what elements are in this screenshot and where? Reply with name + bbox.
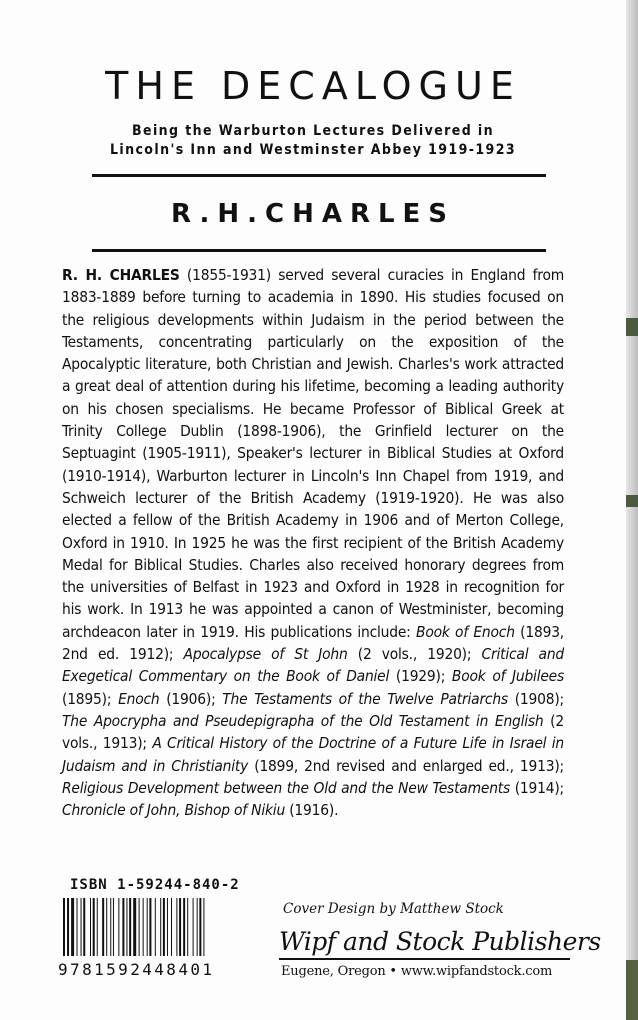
- bio-text: (1893, 2nd ed. 1912);: [62, 622, 564, 664]
- barcode-bar: [183, 898, 185, 956]
- barcode-bar: [155, 898, 156, 956]
- book-reference: The Testaments of the Twelve Patriarchs: [222, 689, 508, 708]
- book-subtitle: [0, 122, 626, 160]
- author-biography: [62, 264, 564, 821]
- publisher-name: Wipf and Stock Publishers: [279, 927, 601, 956]
- barcode-bar: [197, 898, 198, 956]
- barcode-bar: [83, 898, 85, 956]
- divider: [279, 958, 570, 960]
- divider: [92, 174, 546, 177]
- barcode-bar: [102, 898, 104, 956]
- bio-text: (1929);: [389, 667, 452, 686]
- publisher-location: Eugene, Oregon • www.wipfandstock.com: [281, 964, 553, 979]
- spine-mark: [626, 495, 638, 507]
- author-name: R.H.CHARLES: [170, 199, 456, 229]
- barcode-bar: [160, 898, 161, 956]
- barcode-bar: [63, 898, 65, 956]
- bio-text: (2 vols., 1913);: [62, 711, 564, 753]
- subtitle-line: Being the Warburton Lectures Delivered in: [132, 123, 494, 139]
- barcode-bar: [176, 898, 177, 956]
- barcode-bar: [203, 898, 204, 956]
- barcode-bar: [93, 898, 95, 956]
- barcode-bar: [126, 898, 127, 956]
- barcode-bar: [118, 898, 119, 956]
- barcode-bar: [199, 898, 201, 956]
- barcode-bar: [97, 898, 98, 956]
- barcode-bar: [106, 898, 107, 956]
- subtitle-line: Lincoln's Inn and Westminster Abbey 1919-1923: [109, 142, 517, 158]
- barcode-bar: [179, 898, 181, 956]
- book-reference: Critical and Exegetical Commentary on the Book of Daniel: [62, 645, 564, 686]
- barcode-bar: [67, 898, 69, 956]
- barcode-bar: [167, 898, 168, 956]
- barcode-bar: [122, 898, 124, 956]
- book-reference: The Apocrypha and Pseudepigrapha of the Old Testament in English: [62, 711, 544, 730]
- book-reference: Book of Enoch: [416, 622, 515, 641]
- spine-edge: [626, 0, 638, 1020]
- bio-text: (1855-1931) served several curacies in England from 1883-1889 before turning to academia in 1890. His studies focused on the religious developments within Judaism in the period between the Testaments, concentrating particularly on the exposition of the Apocalyptic literature, both Christian and Jewish. Charles's work attracted a great deal of attention during his lifetime, becoming a leading authority on his chosen specialisms. He became Professor of Biblical Greek at Trinity College Dublin (1898-1906), the Grinfield lecturer on the Septuagint (1905-1911), Speaker's lecturer in Biblical Studies at Oxford (1910-1914), Warburton lecturer in Lincoln's Inn Chapel from 1919, and Schweich lecturer of the British Academy (1919-1920). He was also elected a fellow of the British Academy in 1906 and of Merton College, Oxford in 1910. In 1925 he was the first recipient of the British Academy Medal for Biblical Studies. Charles also received honorary degrees from the universities of Belfast in 1923 and Oxford in 1928 in recognition for his work. In 1913 he was appointed a canon of Westminister, becoming archdeacon later in 1919. His publications include:: [62, 266, 564, 641]
- book-reference: Apocalypse of St John: [183, 645, 348, 664]
- book-reference: A Critical History of the Doctrine of a Future Life in Israel in Judaism and in Christianity: [62, 734, 564, 775]
- barcode-bar: [163, 898, 165, 956]
- barcode-bar: [193, 898, 194, 956]
- bio-author-name: R. H. CHARLES: [62, 266, 180, 284]
- barcode-bar: [143, 898, 144, 956]
- spine-mark: [626, 960, 638, 1020]
- barcode-bar: [90, 898, 91, 956]
- barcode-bar: [81, 898, 82, 956]
- book-reference: Book of Jubilees: [451, 667, 564, 686]
- bio-text: (1895);: [62, 689, 119, 708]
- barcode-bar: [149, 898, 151, 956]
- bio-text: (1899, 2nd revised and enlarged ed., 1913);: [248, 756, 564, 775]
- barcode-bar: [71, 898, 74, 956]
- barcode-digits: 9781592448401: [58, 960, 215, 979]
- bio-text: (2 vols., 1920);: [347, 645, 482, 664]
- barcode-bar: [139, 898, 140, 956]
- spine-mark: [626, 318, 638, 336]
- barcode-bar: [113, 898, 114, 956]
- barcode-bar: [77, 898, 78, 956]
- cover-design-credit: Cover Design by Matthew Stock: [283, 901, 504, 917]
- bio-text: (1906);: [159, 689, 223, 708]
- barcode-bar: [171, 898, 172, 956]
- bio-text: (1908);: [507, 689, 565, 708]
- barcode-image: [63, 898, 247, 956]
- barcode-bar: [133, 898, 136, 956]
- book-reference: Chronicle of John, Bishop of Nikiu: [62, 801, 286, 820]
- book-reference: Enoch: [118, 689, 160, 708]
- book-title: THE DECALOGUE: [105, 64, 521, 108]
- isbn-label: ISBN 1-59244-840-2: [70, 877, 240, 893]
- bio-text: (1914);: [510, 778, 565, 797]
- bio-text: (1916).: [285, 801, 339, 820]
- barcode-bar: [187, 898, 188, 956]
- barcode-bar: [147, 898, 148, 956]
- divider: [92, 249, 546, 252]
- barcode-bar: [129, 898, 131, 956]
- barcode-bar: [110, 898, 111, 956]
- book-reference: Religious Development between the Old and the New Testaments: [62, 778, 511, 797]
